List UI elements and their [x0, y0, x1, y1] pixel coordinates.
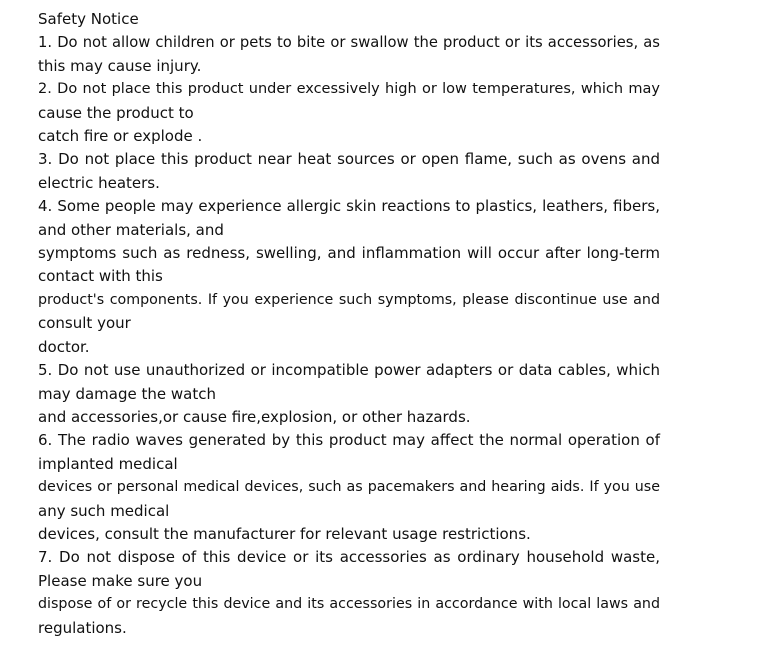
safety-notice-document: [38, 8, 660, 640]
notice-body: [38, 31, 660, 640]
notice-line: and accessories,or cause fire,explosion, or other hazards.: [38, 407, 471, 426]
notice-line: any such medical: [38, 501, 170, 520]
notice-line: dispose of or recycle this device and its accessories in accordance with local laws and: [38, 596, 660, 613]
notice-line: 3. Do not place this product near heat sources or open flame, such as ovens and: [38, 150, 660, 169]
notice-line: 2. Do not place this product under excessively high or low temperatures, which may: [38, 81, 660, 98]
document-title: Safety Notice: [38, 10, 139, 28]
notice-line: 7. Do not dispose of this device or its accessories as ordinary household waste,: [38, 548, 660, 567]
notice-line: Please make sure you: [38, 571, 203, 590]
notice-line: catch fire or explode .: [38, 127, 203, 146]
notice-line: symptoms such as redness, swelling, and inflammation will occur after long-term: [38, 244, 660, 263]
notice-line: devices or personal medical devices, such as pacemakers and hearing aids. If you use: [38, 479, 660, 496]
notice-line: implanted medical: [38, 454, 178, 473]
notice-line: electric heaters.: [38, 173, 160, 192]
notice-line: doctor.: [38, 337, 90, 356]
notice-line: contact with this: [38, 267, 163, 286]
notice-line: product's components. If you experience such symptoms, please discontinue use and: [38, 291, 660, 308]
notice-line: cause the product to: [38, 103, 194, 122]
notice-line: may damage the watch: [38, 384, 216, 403]
notice-line: 6. The radio waves generated by this product may affect the normal operation of: [38, 431, 660, 450]
notice-line: regulations.: [38, 618, 127, 637]
notice-line: devices, consult the manufacturer for relevant usage restrictions.: [38, 524, 531, 543]
notice-line: this may cause injury.: [38, 56, 202, 75]
notice-line: consult your: [38, 314, 131, 333]
notice-line: 1. Do not allow children or pets to bite or swallow the product or its accessories, as: [38, 34, 660, 52]
notice-line: 5. Do not use unauthorized or incompatible power adapters or data cables, which: [38, 361, 660, 380]
notice-line: and other materials, and: [38, 220, 224, 239]
notice-line: 4. Some people may experience allergic skin reactions to plastics, leathers, fibers,: [38, 197, 660, 216]
